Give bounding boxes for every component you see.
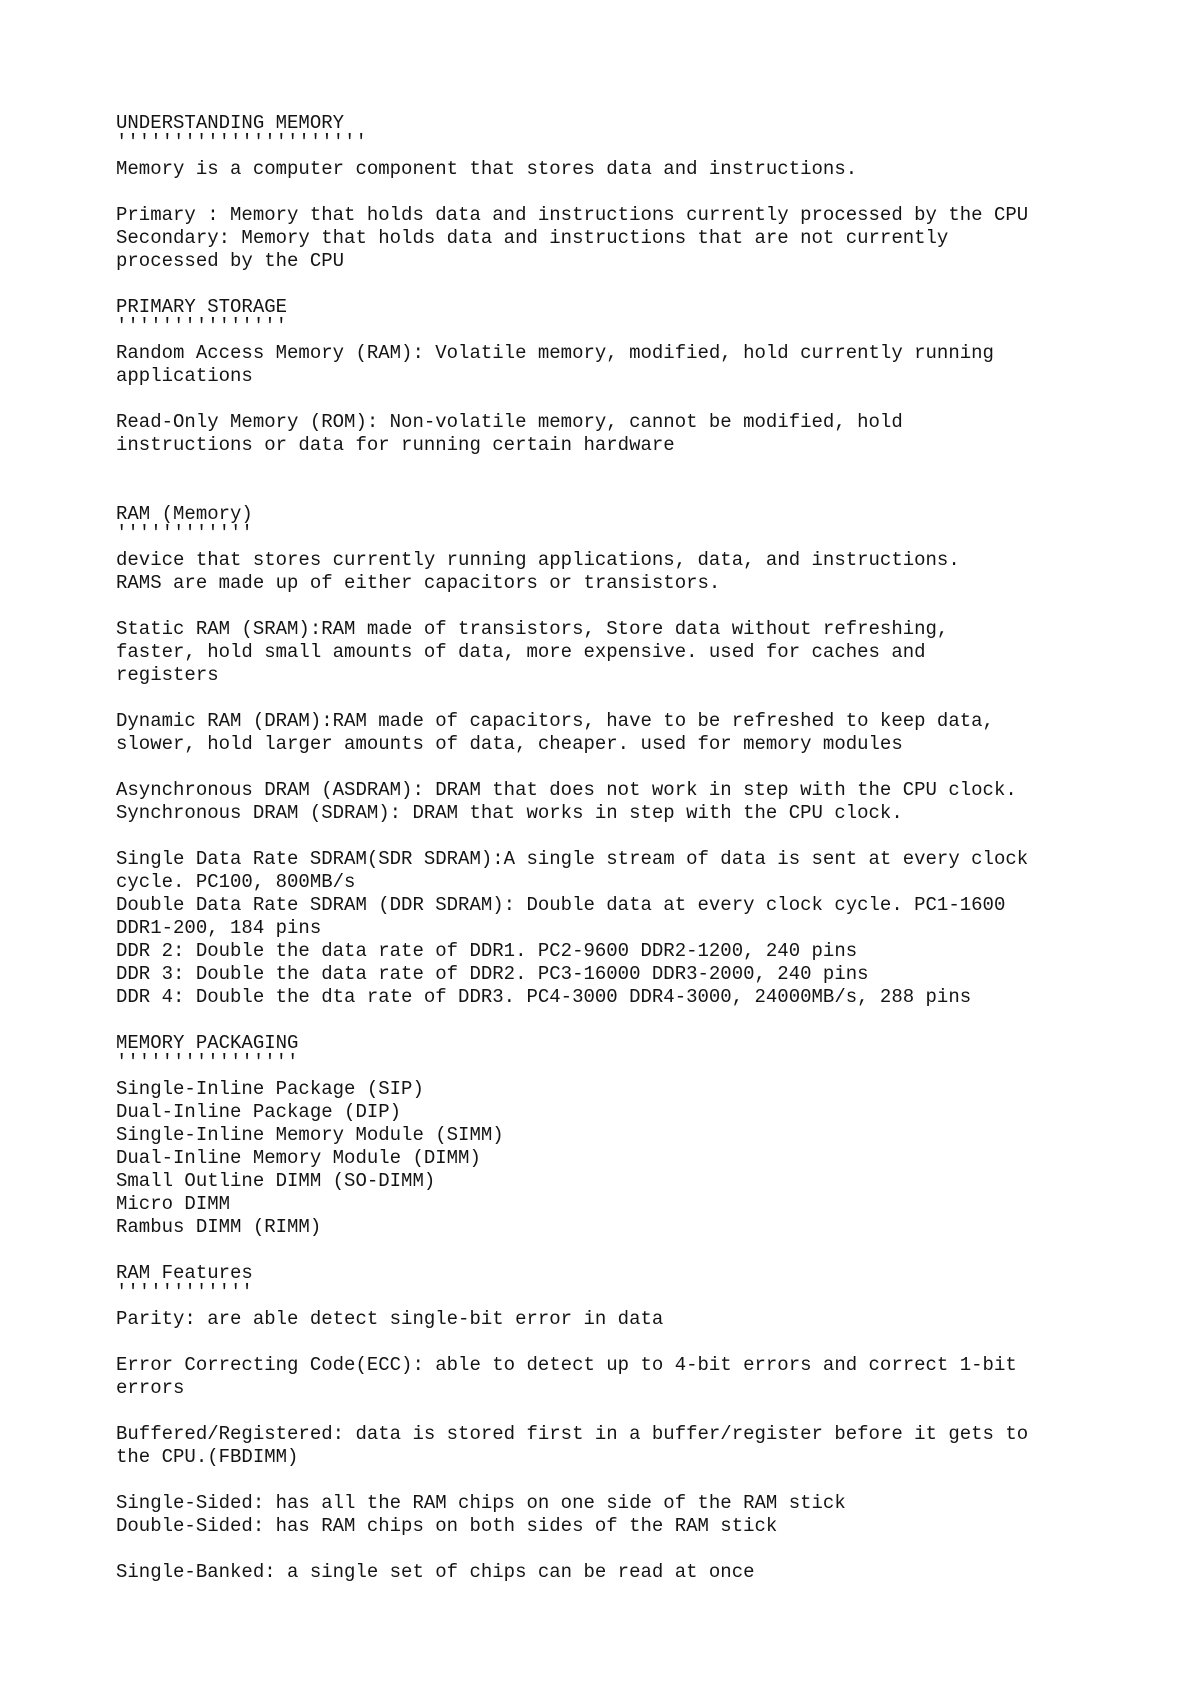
text-line: Micro DIMM [116, 1193, 231, 1215]
text-line: Primary : Memory that holds data and instructions currently processed by the CPU [116, 204, 1029, 226]
blank-line [116, 1331, 1116, 1354]
text-line: Double-Sided: has RAM chips on both sides of the RAM stick [116, 1515, 778, 1537]
text-line: cycle. PC100, 800MB/s [116, 871, 356, 893]
text-line: Random Access Memory (RAM): Volatile memory, modified, hold currently running [116, 342, 994, 364]
heading-underline: '''''''''''' [116, 1281, 253, 1303]
text-line: processed by the CPU [116, 250, 345, 272]
text-line: DDR1-200, 184 pins [116, 917, 322, 939]
text-line: Dual-Inline Memory Module (DIMM) [116, 1147, 481, 1169]
blank-line [116, 756, 1116, 779]
blank-line [116, 825, 1116, 848]
text-line: Memory is a computer component that stores data and instructions. [116, 158, 858, 180]
heading-underline: '''''''''''''''' [116, 1051, 299, 1073]
text-line: slower, hold larger amounts of data, cheaper. used for memory modules [116, 733, 903, 755]
blank-line [116, 1538, 1116, 1561]
blank-line [116, 1469, 1116, 1492]
blank-line [116, 1239, 1116, 1262]
blank-line [116, 480, 1116, 503]
text-line: Dual-Inline Package (DIP) [116, 1101, 402, 1123]
blank-line [116, 687, 1116, 710]
text-line: registers [116, 664, 219, 686]
text-line: RAMS are made up of either capacitors or transistors. [116, 572, 721, 594]
text-line: the CPU.(FBDIMM) [116, 1446, 299, 1468]
text-line: Asynchronous DRAM (ASDRAM): DRAM that does not work in step with the CPU clock. [116, 779, 1017, 801]
text-line: Dynamic RAM (DRAM):RAM made of capacitors, have to be refreshed to keep data, [116, 710, 994, 732]
text-line: Single Data Rate SDRAM(SDR SDRAM):A single stream of data is sent at every clock [116, 848, 1029, 870]
section-heading: PRIMARY STORAGE [116, 296, 288, 318]
text-line: device that stores currently running applications, data, and instructions. [116, 549, 960, 571]
text-line: Rambus DIMM (RIMM) [116, 1216, 322, 1238]
text-line: Buffered/Registered: data is stored first in a buffer/register before it gets to [116, 1423, 1029, 1445]
text-line: errors [116, 1377, 185, 1399]
section-heading: RAM (Memory) [116, 503, 253, 525]
text-line: Single-Banked: a single set of chips can be read at once [116, 1561, 755, 1583]
blank-line [116, 457, 1116, 480]
text-line: Read-Only Memory (ROM): Non-volatile memory, cannot be modified, hold [116, 411, 903, 433]
heading-underline: ''''''''''''''' [116, 315, 288, 337]
section-heading: RAM Features [116, 1262, 253, 1284]
blank-line [116, 273, 1116, 296]
text-line: Secondary: Memory that holds data and instructions that are not currently [116, 227, 949, 249]
text-line: Parity: are able detect single-bit error in data [116, 1308, 664, 1330]
text-line: DDR 3: Double the data rate of DDR2. PC3-16000 DDR3-2000, 240 pins [116, 963, 869, 985]
text-line: faster, hold small amounts of data, more expensive. used for caches and [116, 641, 926, 663]
text-line: DDR 4: Double the dta rate of DDR3. PC4-3000 DDR4-3000, 24000MB/s, 288 pins [116, 986, 972, 1008]
text-line: DDR 2: Double the data rate of DDR1. PC2-9600 DDR2-1200, 240 pins [116, 940, 858, 962]
blank-line [116, 1400, 1116, 1423]
blank-line [116, 595, 1116, 618]
heading-underline: '''''''''''''''''''''' [116, 131, 367, 153]
text-line: Double Data Rate SDRAM (DDR SDRAM): Double data at every clock cycle. PC1-1600 [116, 894, 1006, 916]
text-line: Single-Inline Memory Module (SIMM) [116, 1124, 504, 1146]
section-heading: UNDERSTANDING MEMORY [116, 112, 345, 134]
text-line: Small Outline DIMM (SO-DIMM) [116, 1170, 436, 1192]
text-line: applications [116, 365, 253, 387]
text-line: Single-Sided: has all the RAM chips on one side of the RAM stick [116, 1492, 846, 1514]
blank-line [116, 181, 1116, 204]
text-line: Synchronous DRAM (SDRAM): DRAM that works in step with the CPU clock. [116, 802, 903, 824]
text-line: Error Correcting Code(ECC): able to detect up to 4-bit errors and correct 1-bit [116, 1354, 1017, 1376]
blank-line [116, 1009, 1116, 1032]
text-line: Static RAM (SRAM):RAM made of transistors, Store data without refreshing, [116, 618, 949, 640]
text-line: instructions or data for running certain hardware [116, 434, 675, 456]
heading-underline: '''''''''''' [116, 522, 253, 544]
document-page [116, 112, 1116, 1584]
section-heading: MEMORY PACKAGING [116, 1032, 299, 1054]
blank-line [116, 388, 1116, 411]
text-line: Single-Inline Package (SIP) [116, 1078, 424, 1100]
